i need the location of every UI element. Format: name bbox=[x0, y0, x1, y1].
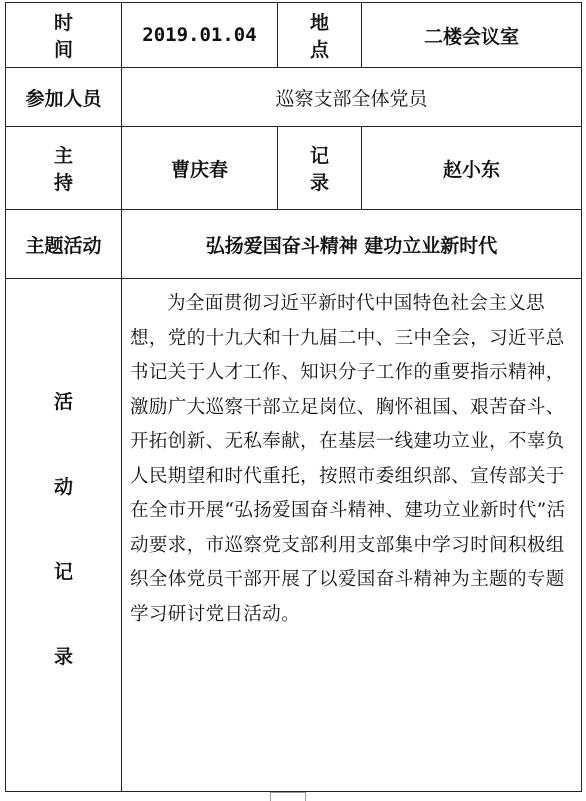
record-label-cell bbox=[6, 279, 122, 792]
theme-value: 弘扬爱国奋斗精神 建功立业新时代 bbox=[122, 210, 582, 279]
theme-row bbox=[6, 210, 582, 279]
attendees-row bbox=[6, 68, 582, 127]
theme-label: 主题活动 bbox=[6, 210, 122, 279]
time-value: 2019.01.04 bbox=[122, 3, 278, 68]
activity-record-document bbox=[5, 2, 581, 798]
record-row bbox=[6, 279, 582, 792]
record-label-char: 动 bbox=[53, 476, 73, 498]
host-recorder-row bbox=[6, 127, 582, 210]
place-value: 二楼会议室 bbox=[362, 3, 582, 68]
time-label: 时 间 bbox=[6, 3, 122, 68]
activity-record-table bbox=[5, 2, 582, 792]
place-label: 地 点 bbox=[278, 3, 362, 68]
record-text-cell bbox=[122, 279, 582, 792]
time-place-row bbox=[6, 3, 582, 68]
record-text: 为全面贯彻习近平新时代中国特色社会主义思想，党的十九大和十九届二中、三中全会，习近平总书记关于人才工作、知识分子工作的重要指示精神，激励广大巡察干部立足岗位、胸怀祖国、艰苦奋斗、开拓创新、无私奉献，在基层一线建功立业，不辜负人民期望和时代重托，按照市委组织部、宣传部关于在全市开展“弘扬爱国奋斗精神、建功立业新时代”活动要求，市巡察党支部利用支部集中学习时间积极组织全体党员干部开展了以爱国奋斗精神为主题的专题学习研讨党日活动。 bbox=[130, 293, 566, 625]
attendees-value: 巡察支部全体党员 bbox=[122, 68, 582, 127]
record-label-char: 记 bbox=[53, 561, 73, 583]
host-label: 主 持 bbox=[6, 127, 122, 210]
recorder-value: 赵小东 bbox=[362, 127, 582, 210]
attendees-label: 参加人员 bbox=[6, 68, 122, 127]
recorder-label: 记 录 bbox=[278, 127, 362, 210]
record-label-char: 活 bbox=[53, 391, 73, 413]
record-label-char: 录 bbox=[53, 646, 73, 668]
host-value: 曹庆春 bbox=[122, 127, 278, 210]
